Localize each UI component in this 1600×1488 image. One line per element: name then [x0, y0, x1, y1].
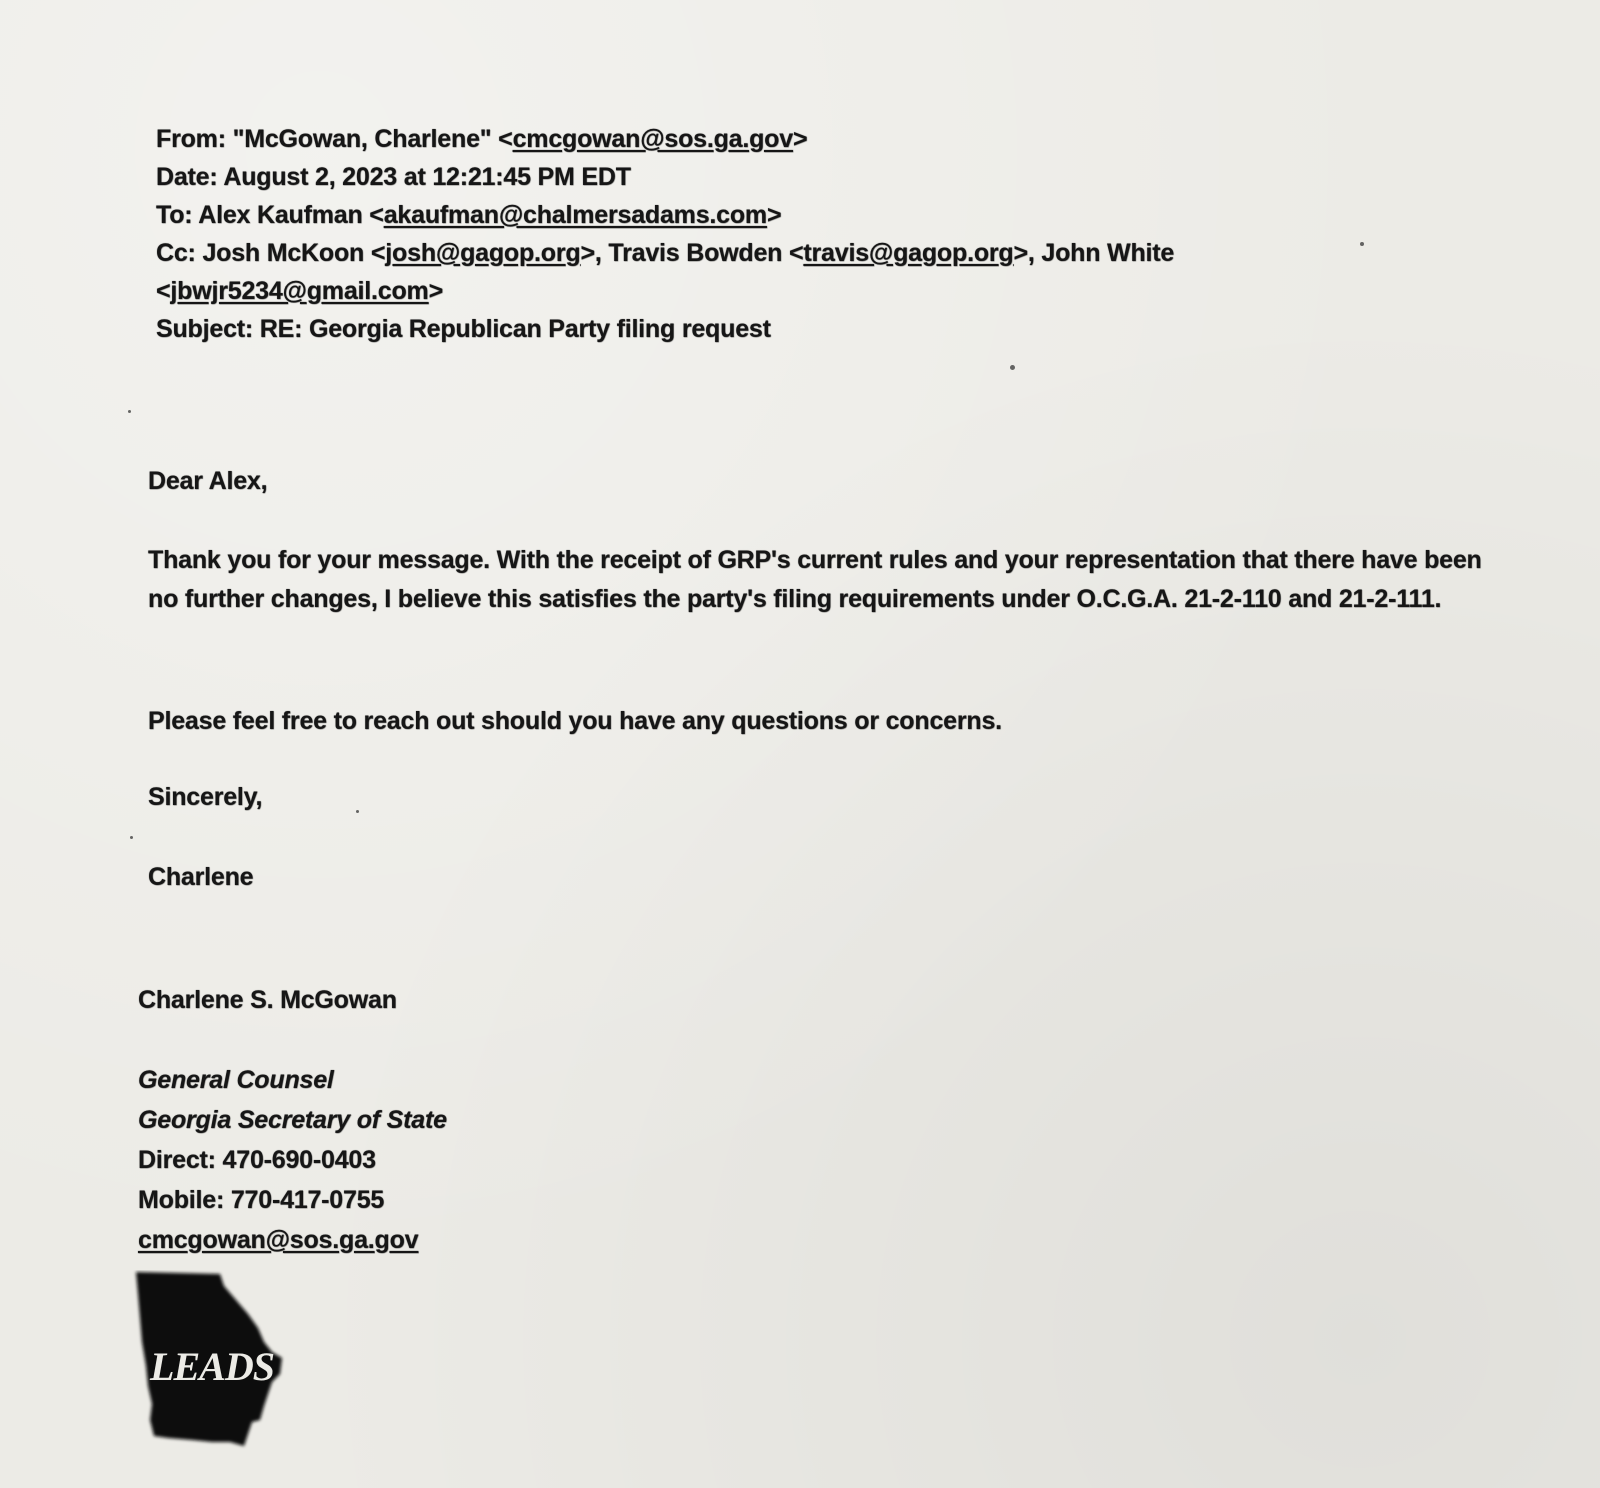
subject-label: Subject:: [156, 315, 254, 343]
georgia-state-silhouette-icon: [132, 1270, 292, 1450]
from-name: "McGowan, Charlene": [232, 125, 492, 153]
cc-3-name: John White: [1041, 239, 1175, 267]
body-paragraph-1: Thank you for your message. With the receipt of GRP's current rules and your representation that there have been no further changes, I believe this satisfies the party's filing requirements under O.C.G.A. 21-2-110 and 21-2-111.: [148, 546, 1482, 613]
to-line: To: Alex Kaufman <akaufman@chalmersadams.com>: [156, 201, 782, 229]
closing: Sincerely,: [148, 783, 263, 811]
subject-line: [156, 310, 1256, 348]
sender-first-name: Charlene: [148, 863, 254, 891]
signature-title: General Counsel: [138, 1066, 334, 1094]
signature-mobile-phone: Mobile: 770-417-0755: [138, 1186, 385, 1214]
scan-speck: [1010, 365, 1015, 370]
body-paragraph-2: Please feel free to reach out should you have any questions or concerns.: [148, 707, 1002, 735]
scan-speck: [128, 410, 131, 413]
cc-2-email-link[interactable]: travis@gagop.org: [803, 239, 1014, 267]
signature-email-link[interactable]: cmcgowan@sos.ga.gov: [138, 1226, 419, 1254]
cc-label: Cc:: [156, 239, 196, 267]
georgia-leads-logo: [132, 1270, 292, 1450]
greeting: Dear Alex,: [148, 467, 268, 495]
cc-1-email-link[interactable]: josh@gagop.org: [385, 239, 581, 267]
signature-organization: Georgia Secretary of State: [138, 1106, 447, 1134]
cc-line: Cc: Josh McKoon <josh@gagop.org>, Travis Bowden <travis@gagop.org>, John White: [156, 239, 1175, 267]
from-label: From:: [156, 125, 226, 153]
to-name: Alex Kaufman: [198, 201, 363, 229]
from-line: From: "McGowan, Charlene" <cmcgowan@sos.ga.gov>: [156, 125, 808, 153]
signature-direct-phone: Direct: 470-690-0403: [138, 1146, 376, 1174]
cc-line-continued: <jbwjr5234@gmail.com>: [156, 277, 443, 305]
from-email-link[interactable]: cmcgowan@sos.ga.gov: [512, 125, 793, 153]
subject-value: RE: Georgia Republican Party filing request: [259, 315, 771, 343]
date-label: Date:: [156, 163, 218, 191]
scan-speck: [356, 810, 359, 813]
cc-3-email-link[interactable]: jbwjr5234@gmail.com: [170, 277, 429, 305]
to-email-link[interactable]: akaufman@chalmersadams.com: [383, 201, 767, 229]
scan-speck: [1360, 242, 1364, 246]
signature-full-name: Charlene S. McGowan: [138, 986, 397, 1014]
to-label: To:: [156, 201, 193, 229]
cc-2-name: Travis Bowden: [608, 239, 783, 267]
cc-1-name: Josh McKoon: [202, 239, 365, 267]
date-line: [156, 158, 1256, 196]
email-header: [156, 120, 1256, 348]
date-value: August 2, 2023 at 12:21:45 PM EDT: [223, 163, 631, 191]
signature-block: [138, 1060, 447, 1260]
logo-text: LEADS: [150, 1344, 274, 1389]
scan-speck: [130, 836, 133, 839]
